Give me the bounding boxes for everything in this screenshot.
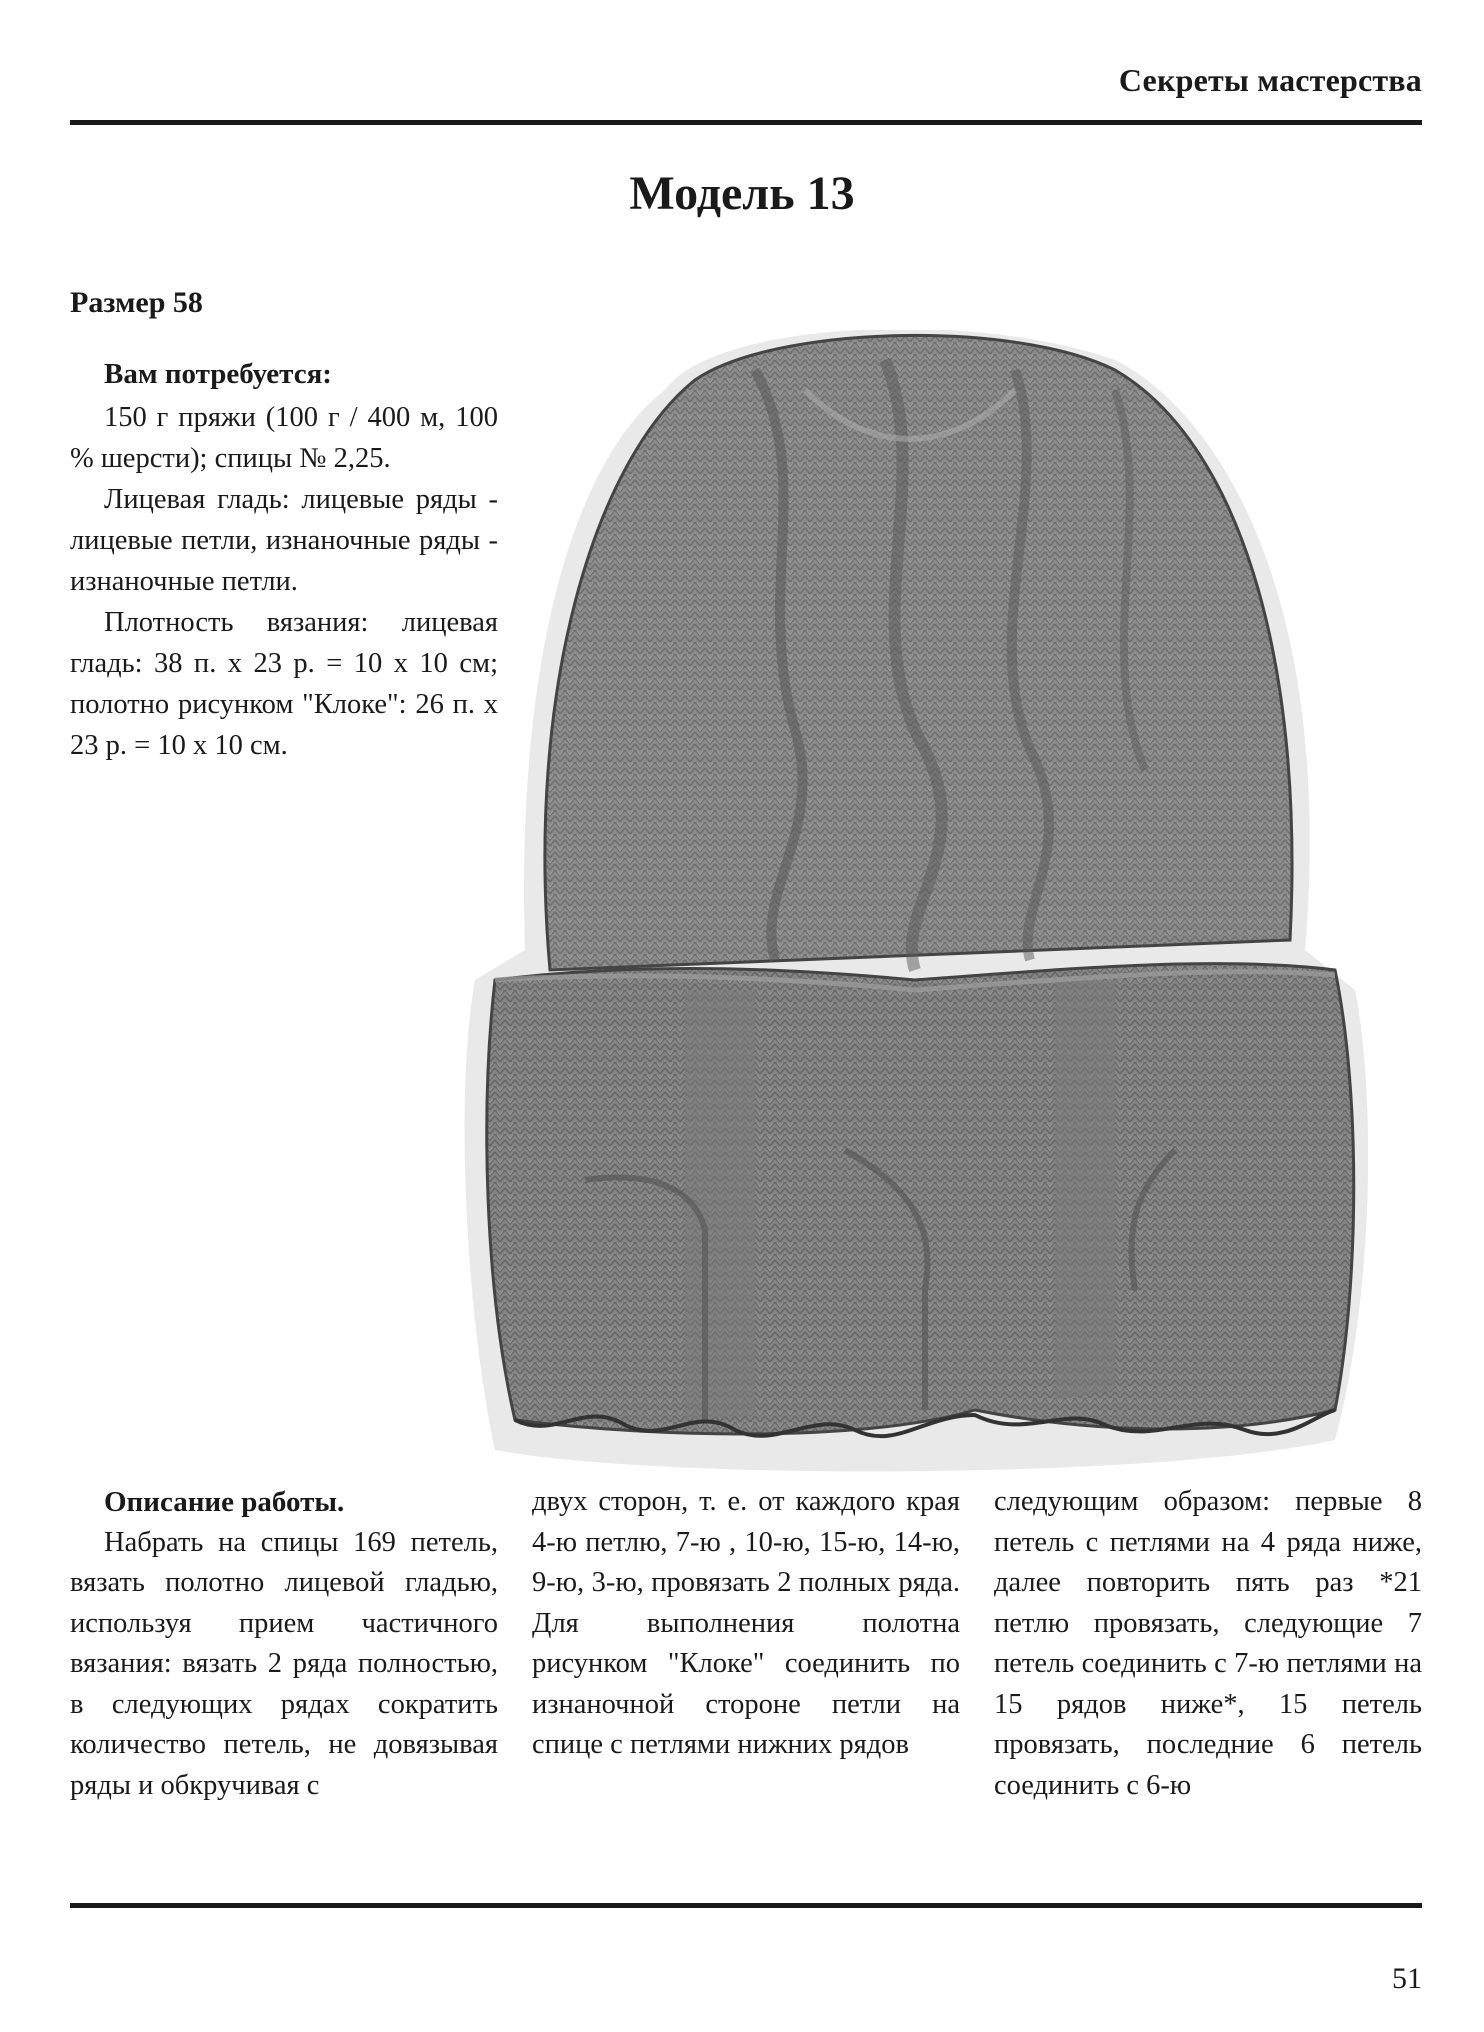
section-title: Секреты мастерства — [1118, 62, 1422, 98]
description-heading: Описание работы. — [104, 1486, 345, 1518]
bottom-rule — [70, 1903, 1422, 1908]
materials-paragraph: Плотность вязания: лицевая гладь: 38 п. х 23 р. = 10 х 10 см; полотно рисунком "Клоке": 26 п. х 23 р. = 10 х 10 см. — [70, 607, 498, 761]
description-text: Набрать на спицы 169 петель, вязать полотно лицевой гладью, используя прием частичного вязания: вязать 2 ряда полностью, в следующих рядах сократить количество петель, не довязывая ряды и обкручивая с — [70, 1526, 498, 1801]
hat-cuff — [487, 964, 1354, 1434]
materials-heading: Вам потребуется: — [104, 358, 332, 390]
hat-crown — [545, 335, 1292, 970]
materials-paragraph: 150 г пряжи (100 г / 400 м, 100 % шерсти); спицы № 2,25. — [70, 402, 498, 474]
materials-paragraph: Лицевая гладь: лицевые ряды - лицевые петли, изнаночные ряды - изнаночные петли. — [70, 484, 498, 597]
description-column-2 — [532, 1482, 960, 1766]
description-column-1 — [70, 1482, 498, 1806]
model-title: Модель 13 — [629, 167, 855, 220]
page-number: 51 — [1392, 1962, 1422, 1995]
description-column-3 — [994, 1482, 1422, 1806]
top-rule — [70, 120, 1422, 125]
description-text: двух сторон, т. е. от каждого края 4-ю петлю, 7-ю , 10-ю, 15-ю, 14-ю, 9-ю, 3-ю, провязать 2 полных ряда. Для выполнения полотна рисунком "Клоке" соединить по изнаночной стороне петли на спице с петлями нижних рядов — [532, 1486, 960, 1760]
materials-block — [70, 354, 498, 766]
description-text: следующим образом: первые 8 петель с петлями на 4 ряда ниже, далее повторить пять раз *21 петлю провязать, следующие 7 петель соединить с 7-ю петлями на 15 рядов ниже*, 15 петель провязать, последние 6 петель соединить с 6-ю — [994, 1486, 1422, 1801]
description-block — [70, 1482, 1422, 1852]
knitted-hat-photo — [455, 330, 1385, 1480]
size-title: Размер 58 — [70, 286, 203, 319]
